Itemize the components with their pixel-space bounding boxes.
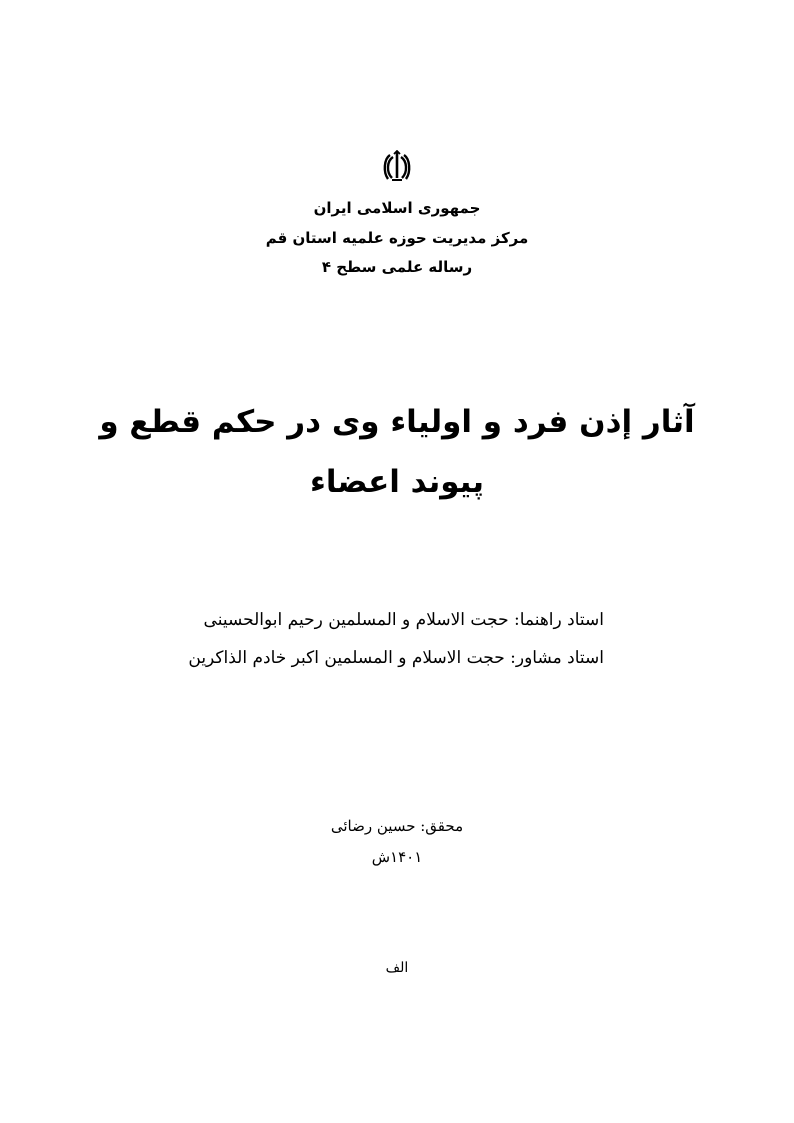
publication-year: ۱۴۰۱ش	[371, 848, 423, 866]
supervisor-line: استاد راهنما: حجت الاسلام و المسلمین رحیم ابوالحسینی	[203, 610, 604, 630]
emblem	[0, 150, 794, 184]
thesis-title-line-1: آثار إذن فرد و اولیاء وی در حکم قطع و	[99, 404, 695, 440]
thesis-title-line-2: پیوند اعضاء	[310, 464, 484, 500]
iran-emblem-icon	[382, 150, 412, 184]
thesis-level: رساله علمی سطح ۴	[321, 258, 473, 276]
country-name: جمهوری اسلامی ایران	[313, 199, 481, 217]
researcher-name: محقق: حسین رضائی	[330, 817, 464, 835]
organization-name: مرکز مدیریت حوزه علمیه استان قم	[265, 229, 529, 247]
consultant-line: استاد مشاور: حجت الاسلام و المسلمین اکبر خادم الذاکرین	[188, 648, 604, 668]
page-number: الف	[385, 960, 409, 976]
